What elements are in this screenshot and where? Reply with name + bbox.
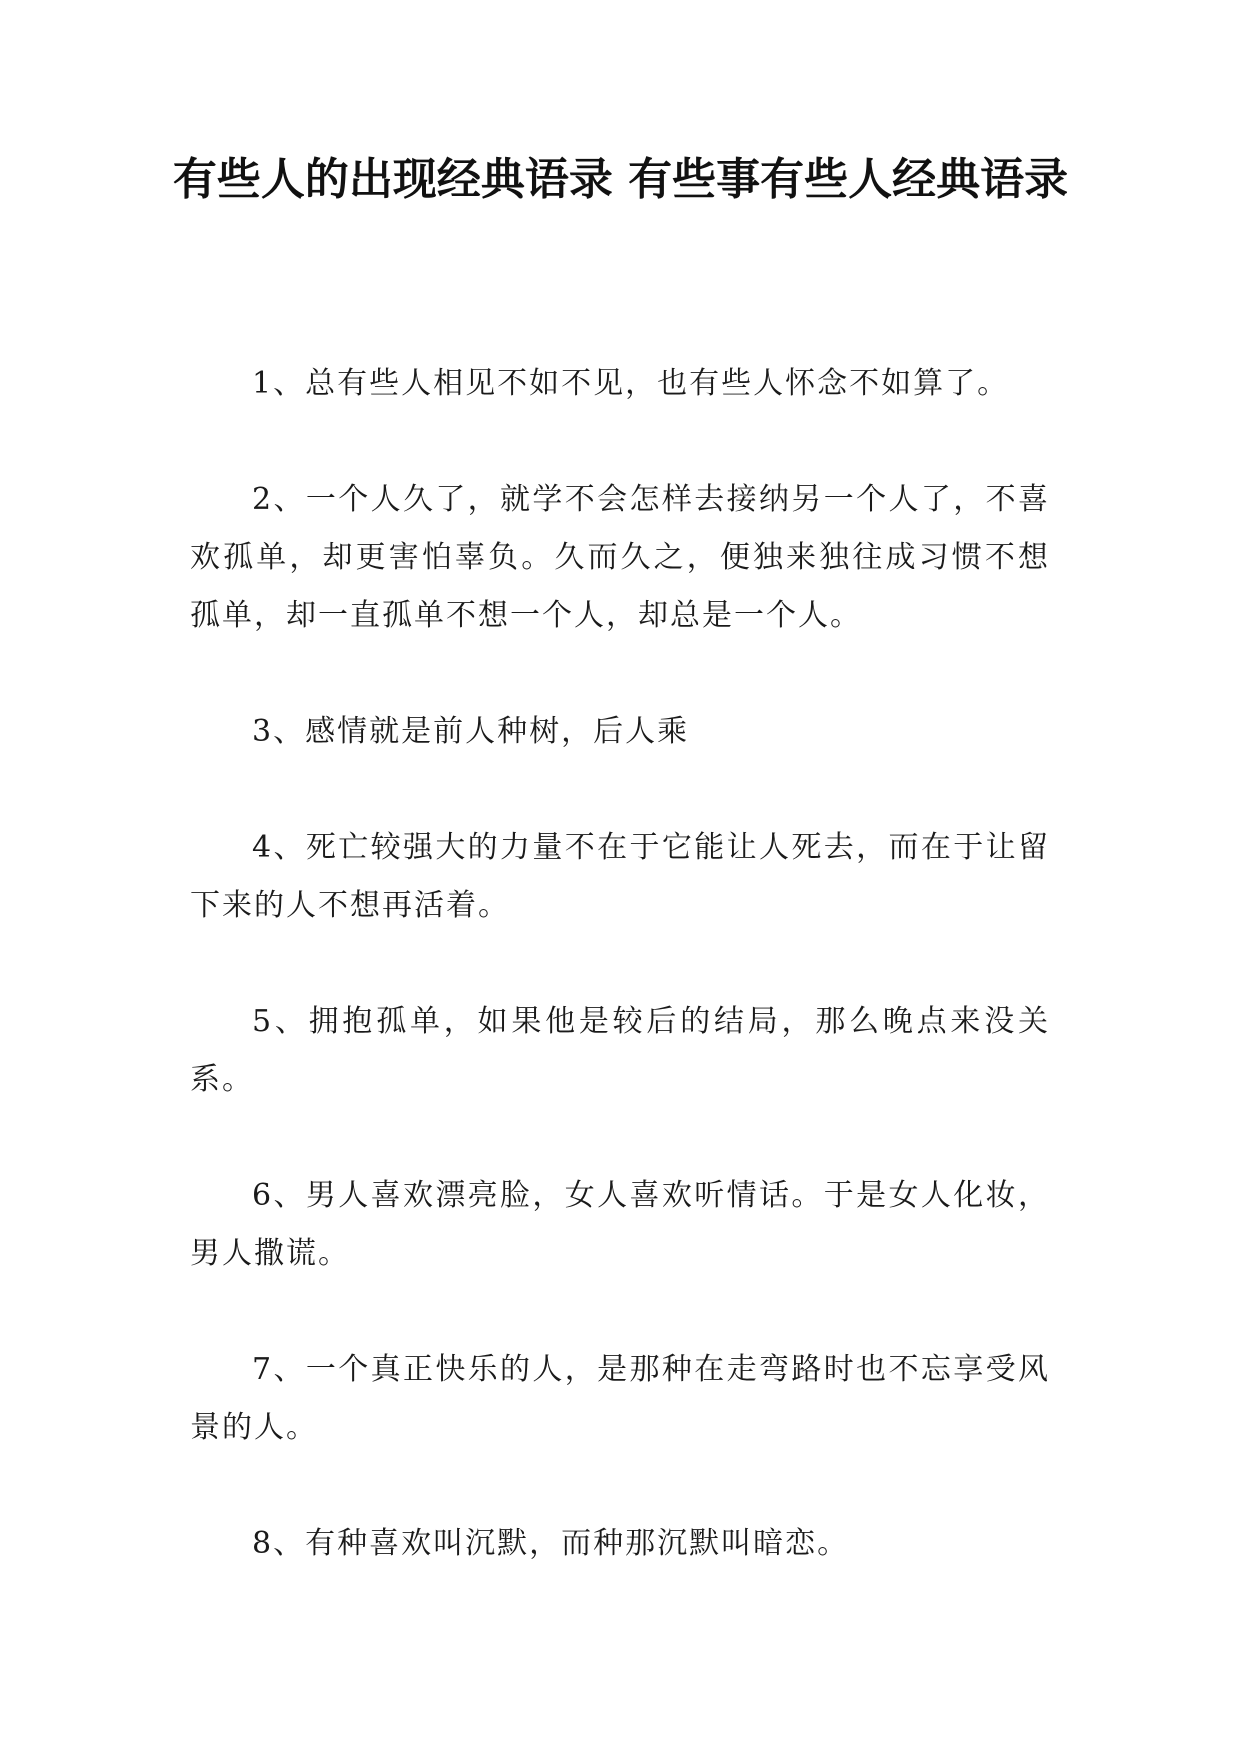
quote-paragraph-7: 7、一个真正快乐的人，是那种在走弯路时也不忘享受风景的人。: [190, 1352, 1050, 1445]
quote-paragraph-1: 1、总有些人相见不如不见，也有些人怀念不如算了。: [252, 366, 1010, 401]
quote-paragraph-4: 4、死亡较强大的力量不在于它能让人死去，而在于让留下来的人不想再活着。: [190, 830, 1050, 923]
quote-paragraph-2: 2、一个人久了，就学不会怎样去接纳另一个人了，不喜欢孤单，却更害怕辜负。久而久之，便独来独往成习惯不想孤单，却一直孤单不想一个人，却总是一个人。: [190, 482, 1050, 633]
quote-paragraph-6: 6、男人喜欢漂亮脸，女人喜欢听情话。于是女人化妆，男人撒谎。: [190, 1178, 1050, 1271]
document-body: [190, 355, 1050, 1631]
quote-paragraph-5: 5、拥抱孤单，如果他是较后的结局，那么晚点来没关系。: [190, 1004, 1050, 1097]
quote-paragraph-3: 3、感情就是前人种树，后人乘: [252, 714, 690, 749]
quote-paragraph-8: 8、有种喜欢叫沉默，而种那沉默叫暗恋。: [252, 1526, 850, 1561]
document-title: 有些人的出现经典语录 有些事有些人经典语录: [172, 154, 1069, 205]
